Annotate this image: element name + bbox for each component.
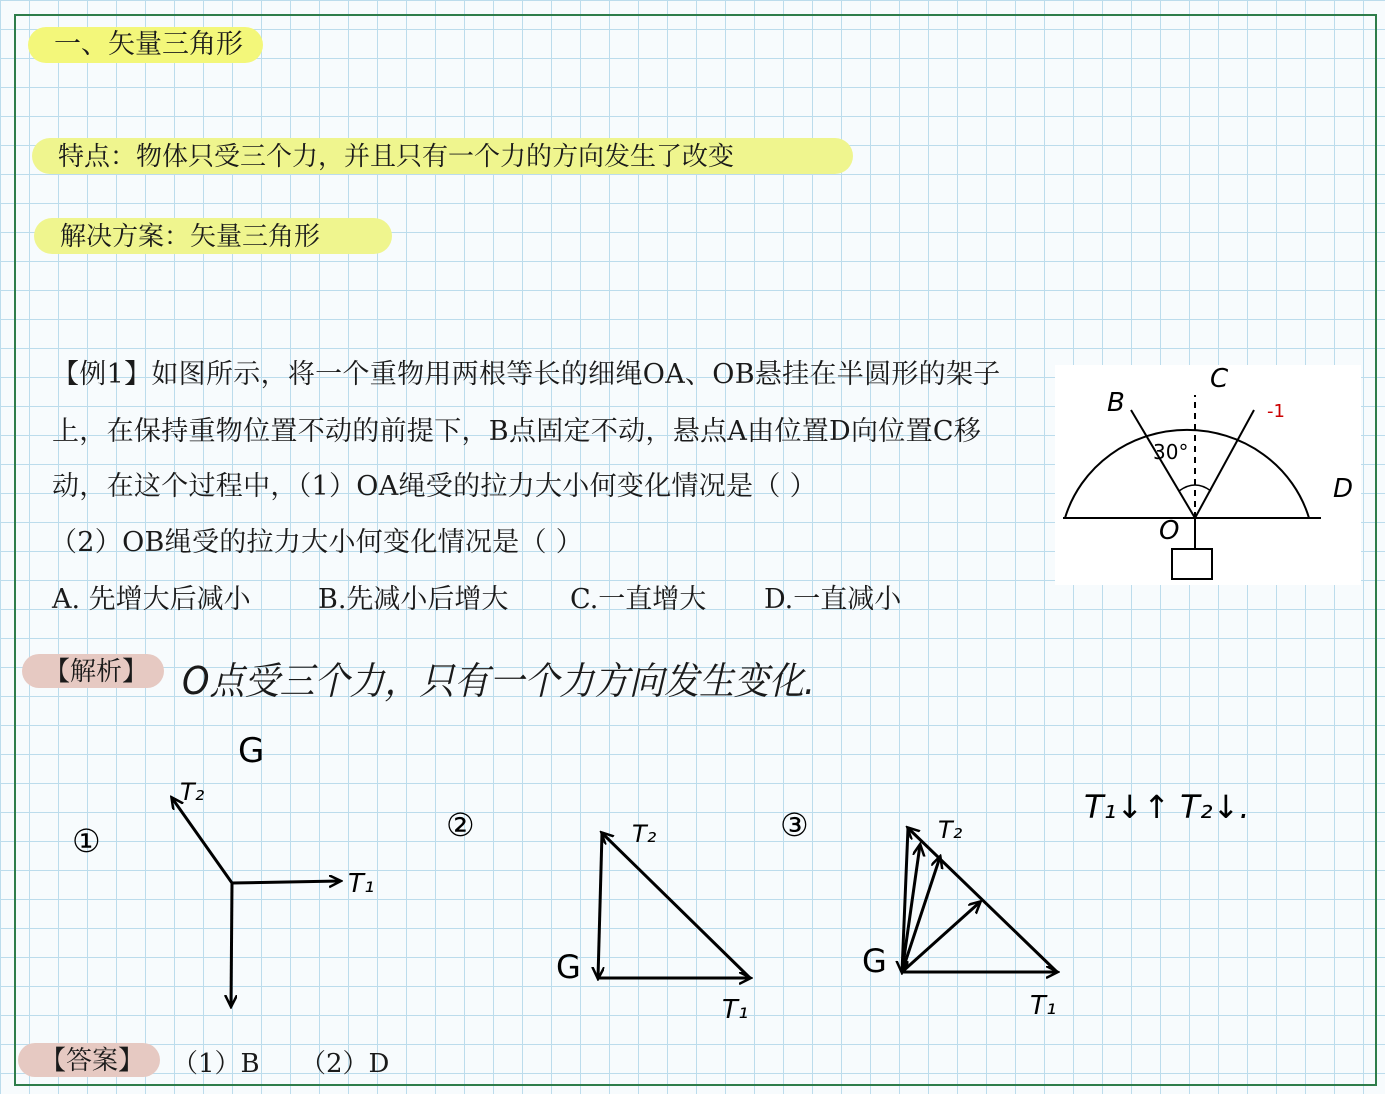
g-label-top: G bbox=[238, 731, 265, 771]
t1-label-1: T₁ bbox=[348, 869, 375, 899]
step-1-label: ① bbox=[72, 822, 101, 860]
t1-label-3: T₁ bbox=[1030, 991, 1057, 1021]
t1-label-2: T₁ bbox=[722, 995, 749, 1025]
solution-highlight: 解决方案：矢量三角形 bbox=[34, 218, 392, 254]
g-label-3: G bbox=[862, 942, 887, 980]
g-label-2: G bbox=[556, 948, 581, 986]
answer-part-2: （2）D bbox=[300, 1049, 390, 1079]
rope-oa bbox=[1195, 410, 1254, 518]
label-d: D bbox=[1333, 474, 1354, 504]
question-line-3: 动，在这个过程中，（1）OA绳受的拉力大小何变化情况是（ ） bbox=[52, 471, 817, 502]
semicircle-diagram bbox=[1055, 365, 1361, 585]
semicircle-figure bbox=[1055, 365, 1361, 585]
t2-label-2: T₂ bbox=[632, 820, 657, 848]
question-line-4: （2）OB绳受的拉力大小何变化情况是（ ） bbox=[50, 527, 584, 558]
analysis-handwritten: O点受三个力，只有一个力方向发生变化. bbox=[182, 659, 815, 703]
option-c: C.一直增大 bbox=[570, 584, 707, 615]
analysis-label: 【解析】 bbox=[22, 654, 164, 688]
label-a-mark: -1 bbox=[1267, 401, 1285, 422]
answer-part-1: （1）B bbox=[172, 1049, 260, 1079]
question-line-2: 上，在保持重物位置不动的前提下，B点固定不动，悬点A由位置D向位置C移 bbox=[52, 416, 982, 447]
conclusion: T₁↓↑ T₂↓. bbox=[1084, 788, 1250, 826]
question-line-1: 【例1】如图所示，将一个重物用两根等长的细绳OA、OB悬挂在半圆形的架子 bbox=[52, 359, 1001, 390]
option-b: B.先减小后增大 bbox=[318, 584, 509, 615]
feature-highlight: 特点：物体只受三个力，并且只有一个力的方向发生了改变 bbox=[32, 138, 853, 174]
t2-label-3: T₂ bbox=[938, 816, 963, 844]
angle-label: 30° bbox=[1153, 440, 1189, 464]
section-title: 一、矢量三角形 bbox=[28, 27, 263, 63]
rope-ob bbox=[1131, 410, 1195, 518]
step-3-label: ③ bbox=[780, 806, 809, 844]
option-d: D.一直减小 bbox=[764, 584, 902, 615]
option-a: A. 先增大后减小 bbox=[52, 584, 251, 615]
step-2-label: ② bbox=[446, 806, 475, 844]
label-o: O bbox=[1159, 516, 1180, 546]
answer-label: 【答案】 bbox=[18, 1043, 160, 1077]
label-b: B bbox=[1107, 388, 1125, 418]
label-c: C bbox=[1210, 365, 1229, 394]
weight-block bbox=[1172, 549, 1212, 579]
t2-label-1: T₂ bbox=[180, 778, 205, 806]
